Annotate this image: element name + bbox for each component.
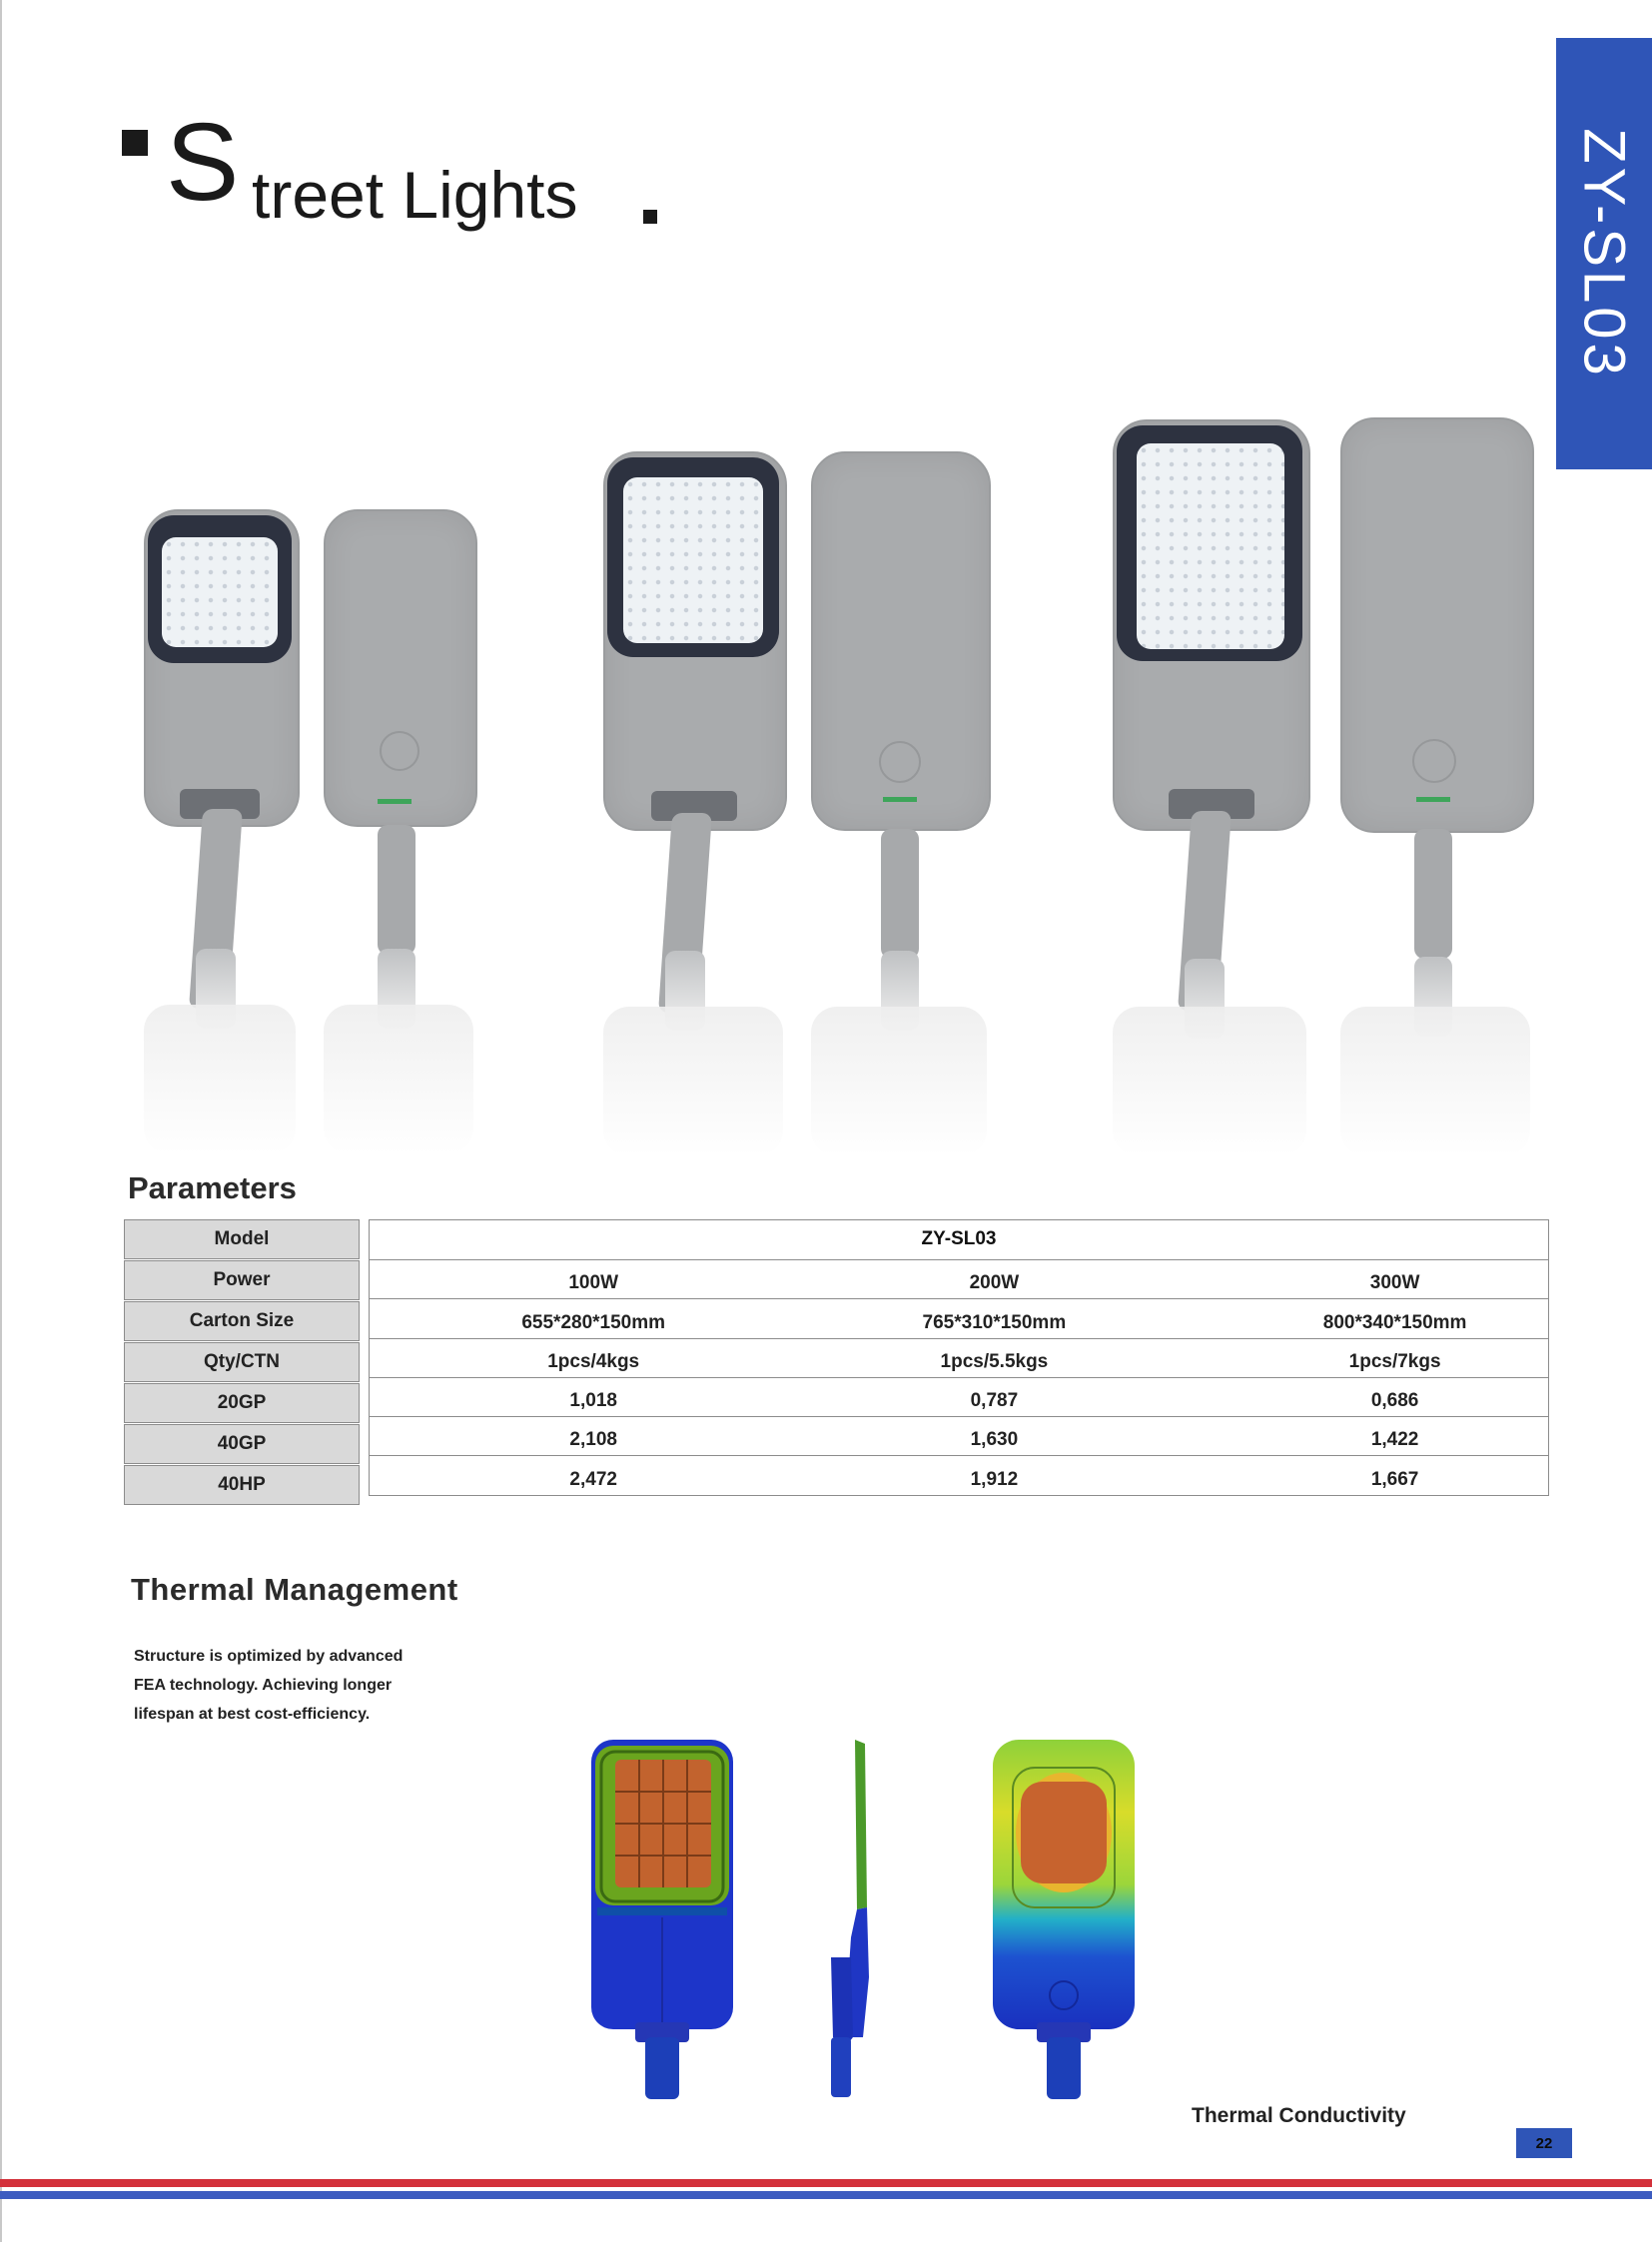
parameters-table xyxy=(369,1219,1549,1496)
page-number: 22 xyxy=(1516,2128,1572,2158)
page-edge-rule xyxy=(0,0,2,2242)
footer-bar-red xyxy=(0,2179,1652,2187)
table-cell: 655*280*150mm xyxy=(521,1312,666,1333)
label-model: Model xyxy=(124,1219,360,1259)
table-cell: 1,912 xyxy=(970,1469,1019,1490)
table-cell: 300W xyxy=(1369,1272,1420,1293)
label-40hp: 40HP xyxy=(124,1465,360,1505)
model-value: ZY-SL03 xyxy=(921,1228,997,1249)
table-cell: 1,422 xyxy=(1370,1429,1419,1450)
parameters-heading: Parameters xyxy=(128,1170,297,1205)
title-text: treet Lights xyxy=(252,158,578,232)
label-power: Power xyxy=(124,1260,360,1300)
table-row-40hp xyxy=(370,1456,1548,1495)
fea-side-view xyxy=(817,1738,877,2102)
label-qty-ctn: Qty/CTN xyxy=(124,1342,360,1382)
table-cell: 200W xyxy=(969,1272,1020,1293)
table-row-40gp xyxy=(370,1417,1548,1456)
table-cell: 2,108 xyxy=(569,1429,617,1450)
table-row-qty-ctn xyxy=(370,1339,1548,1378)
product-100w-back xyxy=(320,509,479,1158)
table-row-power xyxy=(370,1260,1548,1299)
product-200w-front xyxy=(599,451,789,1160)
thermal-description-line: FEA technology. Achieving longer xyxy=(134,1677,393,1694)
table-cell: 1pcs/5.5kgs xyxy=(940,1351,1049,1372)
table-cell: 1,667 xyxy=(1370,1469,1419,1490)
product-200w-back xyxy=(807,451,997,1160)
fea-front-view xyxy=(587,1738,737,2102)
label-carton-size: Carton Size xyxy=(124,1301,360,1341)
thermal-description xyxy=(134,1642,453,1729)
footer-bar-blue xyxy=(0,2191,1652,2199)
table-cell: 100W xyxy=(568,1272,619,1293)
table-row-carton-size xyxy=(370,1299,1548,1339)
thermal-description-line: Structure is optimized by advanced xyxy=(134,1648,404,1665)
thermal-heading: Thermal Management xyxy=(131,1572,458,1607)
table-cell: 0,787 xyxy=(970,1390,1019,1411)
product-300w-back xyxy=(1336,417,1536,1158)
table-cell: 800*340*150mm xyxy=(1322,1312,1467,1333)
table-cell: 1,018 xyxy=(569,1390,617,1411)
title-square-mark xyxy=(122,130,148,156)
model-tab xyxy=(1556,38,1652,469)
thermal-description-line: lifespan at best cost-efficiency. xyxy=(134,1706,371,1723)
page-title xyxy=(122,101,681,242)
table-cell: 0,686 xyxy=(1370,1390,1419,1411)
table-cell: 2,472 xyxy=(569,1469,617,1490)
title-end-mark xyxy=(643,210,657,224)
table-row-model xyxy=(370,1220,1548,1260)
table-cell: 765*310*150mm xyxy=(922,1312,1067,1333)
parameters-row-labels xyxy=(124,1219,360,1506)
product-100w-front xyxy=(140,509,300,1158)
product-300w-front xyxy=(1109,419,1308,1158)
model-tab-label: ZY-SL03 xyxy=(1571,128,1637,379)
fea-back-view xyxy=(989,1738,1139,2102)
thermal-caption: Thermal Conductivity xyxy=(1192,2104,1406,2127)
table-cell: 1pcs/7kgs xyxy=(1348,1351,1441,1372)
table-cell: 1,630 xyxy=(970,1429,1019,1450)
table-row-20gp xyxy=(370,1378,1548,1417)
label-20gp: 20GP xyxy=(124,1383,360,1423)
table-cell: 1pcs/4kgs xyxy=(547,1351,640,1372)
title-initial: S xyxy=(166,101,240,224)
label-40gp: 40GP xyxy=(124,1424,360,1464)
